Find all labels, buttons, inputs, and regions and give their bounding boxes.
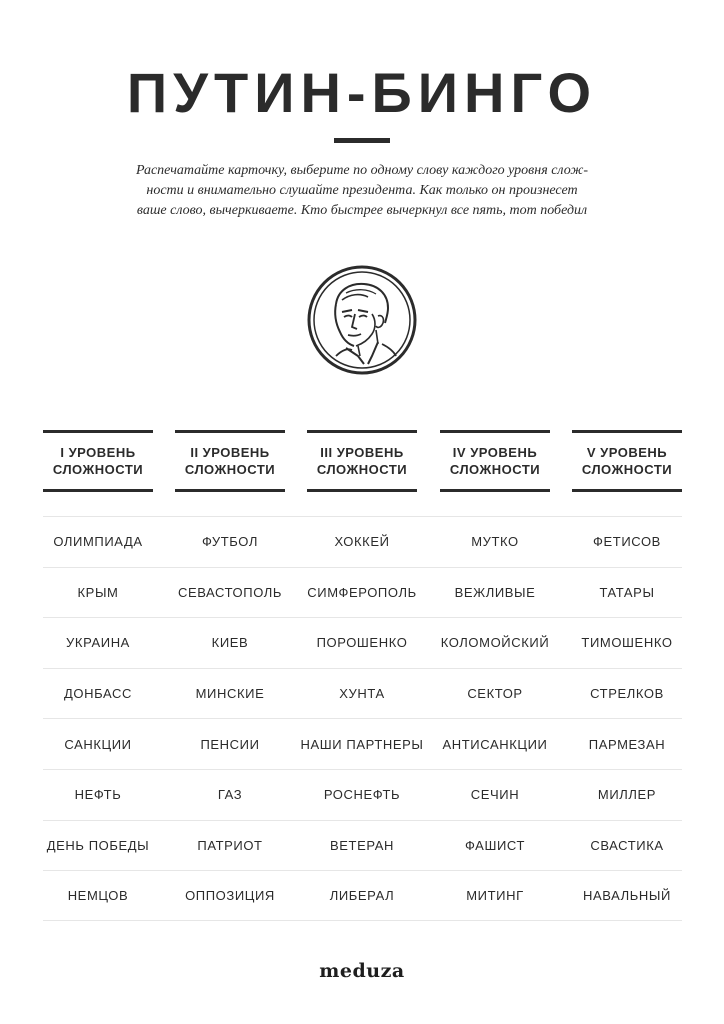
bingo-card [43, 430, 682, 903]
level-5-header [572, 430, 682, 492]
level-5-label: V УРОВЕНЬ [586, 445, 668, 460]
level-3-header [307, 430, 417, 492]
word-cell: ДЕНЬ ПОБЕДЫ [46, 837, 150, 853]
instructions-line-3: ваше слово, вычеркиваете. Кто быстрее вычеркнул все пять, тот победил [136, 203, 588, 218]
word-cell: ПЕНСИИ [200, 736, 260, 752]
putin-portrait-icon [306, 264, 418, 376]
word-row [43, 617, 682, 668]
word-rows [43, 516, 682, 921]
word-cell: СИМФЕРОПОЛЬ [307, 584, 417, 600]
word-row [43, 668, 682, 719]
word-cell: ПОРОШЕНКО [316, 635, 408, 651]
word-cell: ЛИБЕРАЛ [329, 887, 395, 903]
word-cell: КОЛОМОЙСКИЙ [440, 635, 550, 651]
level-4-header [440, 430, 550, 492]
instructions-line-1: Распечатайте карточку, выберите по одному слову каждого уровня слож- [135, 163, 589, 178]
word-cell: МИЛЛЕР [597, 787, 657, 803]
level-2-label: II УРОВЕНЬ [190, 445, 270, 460]
word-cell: НАШИ ПАРТНЕРЫ [300, 736, 424, 752]
word-cell: ОППОЗИЦИЯ [185, 887, 275, 903]
word-cell: ТИМОШЕНКО [581, 635, 673, 651]
level-5-sublabel: СЛОЖНОСТИ [581, 462, 673, 477]
word-cell: НЕМЦОВ [67, 887, 129, 903]
level-1-header [43, 430, 153, 492]
word-row [43, 567, 682, 618]
word-cell: СЕЧИН [470, 787, 520, 803]
level-4-label: IV УРОВЕНЬ [452, 445, 538, 460]
word-cell: ГАЗ [217, 787, 243, 803]
title-underline [334, 138, 390, 143]
word-cell: ФУТБОЛ [202, 534, 258, 550]
word-cell: СТРЕЛКОВ [590, 686, 664, 702]
level-2-header [175, 430, 285, 492]
word-cell: МИТИНГ [466, 887, 524, 903]
word-cell: МИНСКИЕ [195, 686, 265, 702]
word-row [43, 870, 682, 921]
level-4-sublabel: СЛОЖНОСТИ [449, 462, 541, 477]
level-3-sublabel: СЛОЖНОСТИ [316, 462, 408, 477]
word-cell: КРЫМ [77, 584, 119, 600]
word-row [43, 820, 682, 871]
word-row [43, 516, 682, 567]
instructions-line-2: ности и внимательно слушайте президента. Как только он произнесет [146, 183, 578, 198]
word-cell: ФАШИСТ [464, 837, 526, 853]
word-cell: НАВАЛЬНЫЙ [583, 887, 671, 903]
level-1-label: I УРОВЕНЬ [60, 445, 136, 460]
word-cell: АНТИСАНКЦИИ [442, 736, 548, 752]
word-cell: ТАТАРЫ [599, 584, 655, 600]
word-cell: НЕФТЬ [74, 787, 122, 803]
word-cell: ВЕТЕРАН [329, 837, 394, 853]
word-cell: САНКЦИИ [64, 736, 132, 752]
word-cell: ВЕЖЛИВЫЕ [454, 584, 536, 600]
meduza-logo: meduza [319, 960, 405, 982]
word-cell: ПАРМЕЗАН [588, 736, 666, 752]
level-2-sublabel: СЛОЖНОСТИ [184, 462, 276, 477]
instructions-text [110, 161, 614, 221]
word-cell: СЕВАСТОПОЛЬ [177, 584, 283, 600]
word-cell: ФЕТИСОВ [593, 534, 661, 550]
word-cell: ОЛИМПИАДА [53, 534, 143, 550]
word-cell: ХОККЕЙ [334, 534, 390, 550]
level-3-label: III УРОВЕНЬ [320, 445, 404, 460]
level-header-row [43, 430, 682, 494]
word-cell: УКРАИНА [66, 635, 130, 651]
word-cell: ПАТРИОТ [197, 837, 263, 853]
word-cell: МУТКО [471, 534, 519, 550]
word-cell: ХУНТА [339, 686, 385, 702]
word-cell: РОСНЕФТЬ [323, 787, 401, 803]
word-cell: СЕКТОР [467, 686, 523, 702]
page-title: ПУТИН-БИНГО [126, 61, 598, 124]
word-row [43, 769, 682, 820]
word-cell: ДОНБАСС [64, 686, 132, 702]
word-cell: СВАСТИКА [590, 837, 664, 853]
word-cell: КИЕВ [211, 635, 249, 651]
word-row [43, 718, 682, 769]
level-1-sublabel: СЛОЖНОСТИ [52, 462, 144, 477]
